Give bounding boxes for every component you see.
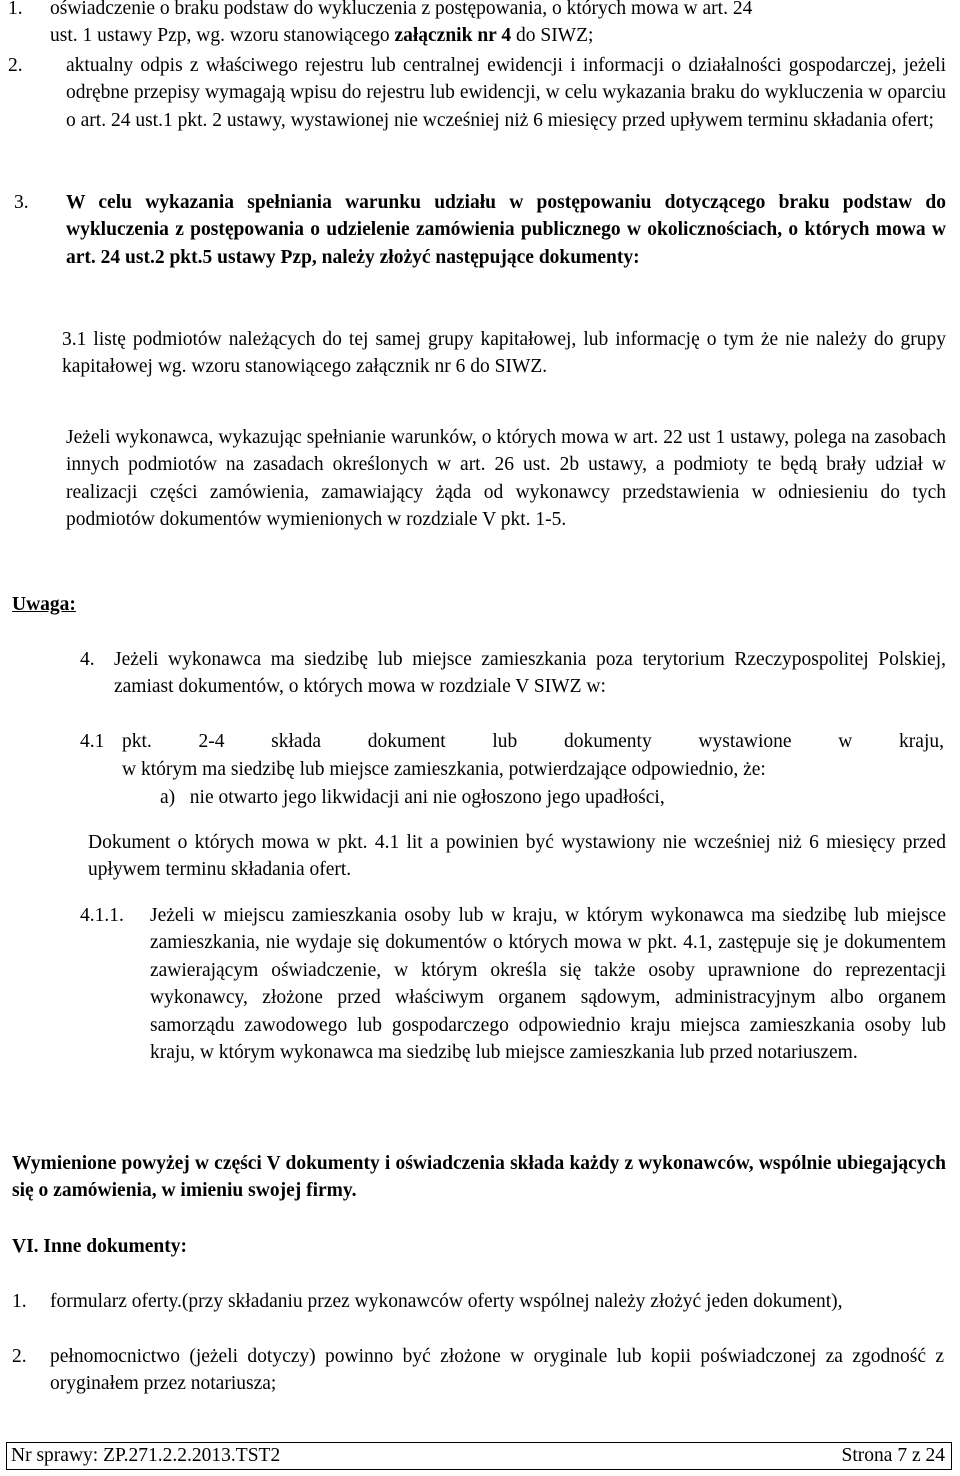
section-3-text: W celu wykazania spełniania warunku udziału w postępowaniu dotyczącego braku podstaw do wykluczenia z postępowania o udzielenie zamówienia publicznego w okolicznościach, o których mowa w art. 24 ust.2 pkt.5 ustawy Pzp, należy złożyć następujące dokumenty: <box>66 192 946 268</box>
list-number: 4. <box>80 649 95 670</box>
sub-item-a: a) nie otwarto jego likwidacji ani nie ogłoszono jego upadłości, <box>160 787 665 808</box>
section-6-heading: VI. Inne dokumenty: <box>12 1236 187 1257</box>
list-item-text: aktualny odpis z właściwego rejestru lub centralnej ewidencji i informacji o działalności gospodarczej, jeżeli odrębne przepisy wymagają wpisu do rejestru lub ewidencji, w celu wykazania braku do wykluczenia w oparciu o art. 24 ust.1 pkt. 2 ustawy, wystawionej nie wcześniej niż 6 miesięcy przed upływem terminu składania ofert; <box>66 55 946 131</box>
dokument-paragraph: Dokument o których mowa w pkt. 4.1 lit a powinien być wystawiony nie wcześniej niż 6 miesięcy przed upływem terminu składania ofert. <box>88 832 946 881</box>
section-6-item-1: formularz oferty.(przy składaniu przez wykonawców oferty wspólnej należy złożyć jeden dokument), <box>50 1291 843 1312</box>
list-number: 4.1.1. <box>80 905 124 926</box>
text-line: oświadczenie o braku podstaw do wykluczenia z postępowania, o których mowa w art. 24 <box>50 0 753 19</box>
uwaga-paragraph: Jeżeli wykonawca, wykazując spełnianie warunków, o których mowa w art. 22 ust 1 ustawy, polega na zasobach innych podmiotów na zasadach określonych w art. 26 ust. 2b ustawy, a podmioty te będą brały udział w realizacji części zamówienia, zamawiający żąda od wykonawcy przedstawienia w odniesieniu do tych podmiotów dokumentów wymienionych w rozdziale V pkt. 1-5. <box>66 427 946 531</box>
item-4-1-continuation: w którym ma siedzibę lub miejsce zamieszkania, potwierdzające odpowiednio, że: <box>122 759 766 780</box>
list-number: 1. <box>8 0 23 19</box>
section-3-1-text <box>62 326 946 381</box>
item-4-text: Jeżeli wykonawca ma siedzibę lub miejsce zamieszkania poza terytorium Rzeczypospolitej Polskiej, zamiast dokumentów, o których mowa w rozdziale V SIWZ w: <box>114 649 946 698</box>
list-number: 1. <box>12 1291 27 1312</box>
bold-reference: załącznik nr 4 <box>394 25 512 47</box>
text-fragment: 3.1 listę podmiotów należących do tej samej grupy kapitałowej, lub informację o tym że nie należy do grupy kapitałowej wg. wzoru stanowiącego załącznik nr 6 do SIWZ. <box>62 329 946 378</box>
list-number: 2. <box>8 55 23 76</box>
uwaga-label: Uwaga: <box>12 594 76 615</box>
section-6-item-2: pełnomocnictwo (jeżeli dotyczy) powinno być złożone w oryginale lub kopii poświadczonej za zgodność z oryginałem przez notariusza; <box>50 1346 944 1395</box>
list-number: 2. <box>12 1346 27 1367</box>
text-fragment: do SIWZ; <box>511 25 594 47</box>
case-number: Nr sprawy: ZP.271.2.2.2013.TST2 <box>11 1445 281 1466</box>
list-number: 4.1 <box>80 731 105 752</box>
item-4-1-text: pkt. 2-4 składa dokument lub dokumenty wystawione w kraju, <box>122 731 944 752</box>
list-item-text <box>50 0 940 50</box>
text-line <box>50 22 940 49</box>
text-fragment: ust. 1 ustawy Pzp, wg. wzoru stanowiącego <box>50 25 395 47</box>
page-footer <box>6 1442 952 1470</box>
list-number: 3. <box>14 192 29 213</box>
item-4-1-1-text: Jeżeli w miejscu zamieszkania osoby lub w kraju, w którym wykonawca ma siedzibę lub miejsce zamieszkania, nie wydaje się dokumentów o których mowa w pkt. 4.1, zastępuje się je dokumentem zawierającym oświadczenie, w którym określa się także osoby uprawnione do reprezentacji wykonawcy, złożone przed właściwym organem sądowym, administracyjnym albo organem samorządu zawodowego lub gospodarczego odpowiednio kraju miejsca zamieszkania osoby lub kraju, w którym wykonawca ma siedzibę lub miejsce zamieszkania lub przed notariuszem. <box>150 905 946 1064</box>
page-number: Strona 7 z 24 <box>841 1445 945 1466</box>
summary-paragraph: Wymienione powyżej w części V dokumenty i oświadczenia składa każdy z wykonawców, wspólnie ubiegających się o zamówienia, w imieniu swojej firmy. <box>12 1153 946 1202</box>
